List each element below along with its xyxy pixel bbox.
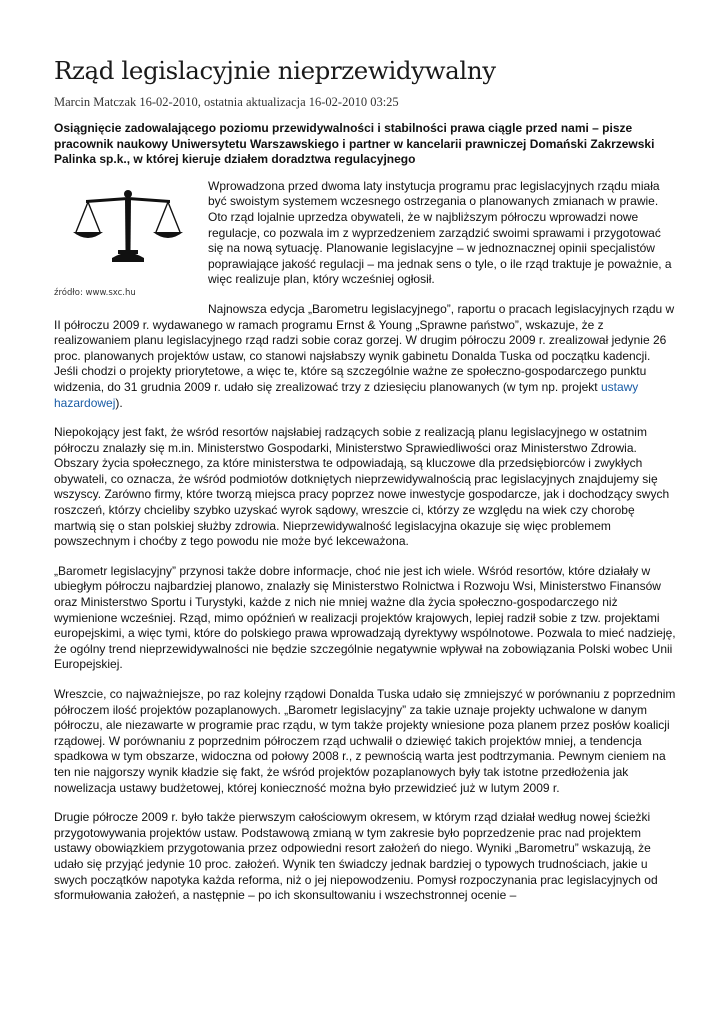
paragraph-text: ). [115,395,123,410]
paragraph: Wreszcie, co najważniejsze, po raz kolejny rządowi Donalda Tuska udało się zmniejszyć w porównaniu z poprzednim półroczem ilość projektów pozaplanowych. „Barometr legislacyjny” za takie uznaje projekty uchwalone w danym półroczu, ale niezawarte w programie prac rządu, w tym także projekty wniesione poza planem przez posłów koalicji rządowej. W porównaniu z poprzednim półroczem rząd uchwalił o dziewięć takich projektów mniej, a tendencja spadkowa w tym obszarze, widoczna od połowy 2008 r., z pewnością warta jest podtrzymania. Pewnym cieniem na ten nie najgorszy wynik kładzie się fakt, że wśród projektów pozaplanowych były tak istotne przedłożenia jak nowelizacja ustawy budżetowej, której konieczność można było przewidzieć już w lutym 2009 r. [54,687,676,795]
paragraph: Drugie półrocze 2009 r. było także pierwszym całościowym okresem, w którym rząd działał według nowej ścieżki przygotowywania projektów ustaw. Podstawową zmianą w tym zakresie było poprzedzenie prac nad projektem ustawy obowiązkiem przygotowania przez odpowiedni resort założeń do niego. Wyniki „Barometru” wskazują, że udało się przyjąć jedynie 10 proc. założeń. Wynik ten świadczy jednak bardziej o typowych trudnościach, jakie u swych początków napotyka każda reforma, niż o jej niepowodzeniu. Pomysł rozpoczynania prac legislacyjnych od sformułowania założeń, a następnie – po ich skonsultowaniu i wszechstronnej ocenie – [54,810,658,903]
article-body [54,179,676,904]
article-lead: Osiągnięcie zadowalającego poziomu przewidywalności i stabilności prawa ciągle przed nami – pisze pracownik naukowy Uniwersytetu Warszawskiego i partner w kancelarii prawniczej Domański Zakrzewski Palinka sp.k., w której kieruje działem doradztwa regulacyjnego [54,121,655,167]
paragraph: Wprowadzona przed dwoma laty instytucja programu prac legislacyjnych rządu miała być swoistym systemem wczesnego ostrzegania o planowanych zmianach w prawie. Oto rząd lojalnie uprzedza obywateli, że w najbliższym półroczu wprowadzi nowe regulacje, co pozwala im z wyprzedzeniem zarządzić swoimi sprawami i przygotować się na nową sytuację. Planowanie legislacyjne – w jednoznacznej opinii specjalistów poprawiające jakość regulacji – ma jednak sens o tyle, o ile rząd traktuje je poważnie, a więc realizuje plan, który wcześniej ogłosił. [208,178,672,287]
paragraph [54,302,676,411]
scales-of-justice-icon [72,186,184,270]
paragraph: Niepokojący jest fakt, że wśród resortów najsłabiej radzących sobie z realizacją planu legislacyjnego w ostatnim półroczu znalazły się m.in. Ministerstwo Gospodarki, Ministerstwo Sprawiedliwości oraz Ministerstwo Zdrowia. Obszary życia społecznego, za które ministerstwa te odpowiadają, są kluczowe dla przedsiębiorców i zwykłych obywateli, co oznacza, że wśród podmiotów dotkniętych nieprzewidywalnością prac legislacyjnych znajdujemy się wszyscy. Zarówno firmy, które tworzą miejsca pracy poprzez nowe inwestycje gospodarcze, jak i dochodzący swych roszczeń, którzy chcieliby szybko uzyskać wyrok sądowy, wreszcie ci, którzy ze względu na wiek czy chorobę martwią się o stan polskiej służby zdrowia. Nieprzewidywalność legislacyjna okazuje się więc problemem powszechnym i choćby z tego powodu nie może być lekceważona. [54,425,670,549]
paragraph: „Barometr legislacyjny” przynosi także dobre informacje, choć nie jest ich wiele. Wśród resortów, które działały w ubiegłym półroczu najbardziej planowo, znalazły się Ministerstwo Rolnictwa i Rozwoju Wsi, Ministerstwo Finansów oraz Ministerstwo Sportu i Turystyki, każde z nich nie mniej ważne dla życia społeczno-gospodarczego niż wymienione wcześniej. Rząd, mimo opóźnień w realizacji projektów krajowych, lepiej radził sobie z tzw. projektami europejskimi, a więc tymi, które do polskiego prawa wprowadzają dyrektywy wspólnotowe. Pozwala to mieć nadzieję, że ogólny trend nieprzewidywalności nie będzie szczególnie negatywnie wpływał na zobowiązania Polski wobec Unii Europejskiej. [54,563,676,672]
paragraph-text: Najnowsza edycja „Barometru legislacyjnego”, raportu o pracach legislacyjnych rządu w II półroczu 2009 r. wydawanego w ramach programu Ernst & Young „Sprawne państwo”, wskazuje, że z realizowaniem planu legislacyjnego rząd radzi sobie coraz gorzej. W drugim półroczu 2009 r. zrealizował jedynie 26 proc. planowanych projektów ustaw, co stanowi najsłabszy wynik gabinetu Donalda Tuska od początku kadencji. Jeśli chodzi o projekty priorytetowe, a więc te, które są szczególnie ważne ze społeczno-gospodarczego punktu widzenia, do 31 grudnia 2009 r. udało się zrealizować trzy z dziesięciu planowanych (w tym np. projekt [54,301,675,394]
article-image [54,182,202,302]
article [54,56,676,918]
image-caption: źródło: www.sxc.hu [54,287,136,298]
article-byline: Marcin Matczak 16-02-2010, ostatnia aktualizacja 16-02-2010 03:25 [54,95,399,109]
gambling-act-link[interactable]: ustawy hazardowej [54,379,639,410]
article-title: Rząd legislacyjnie nieprzewidywalny [54,56,496,85]
